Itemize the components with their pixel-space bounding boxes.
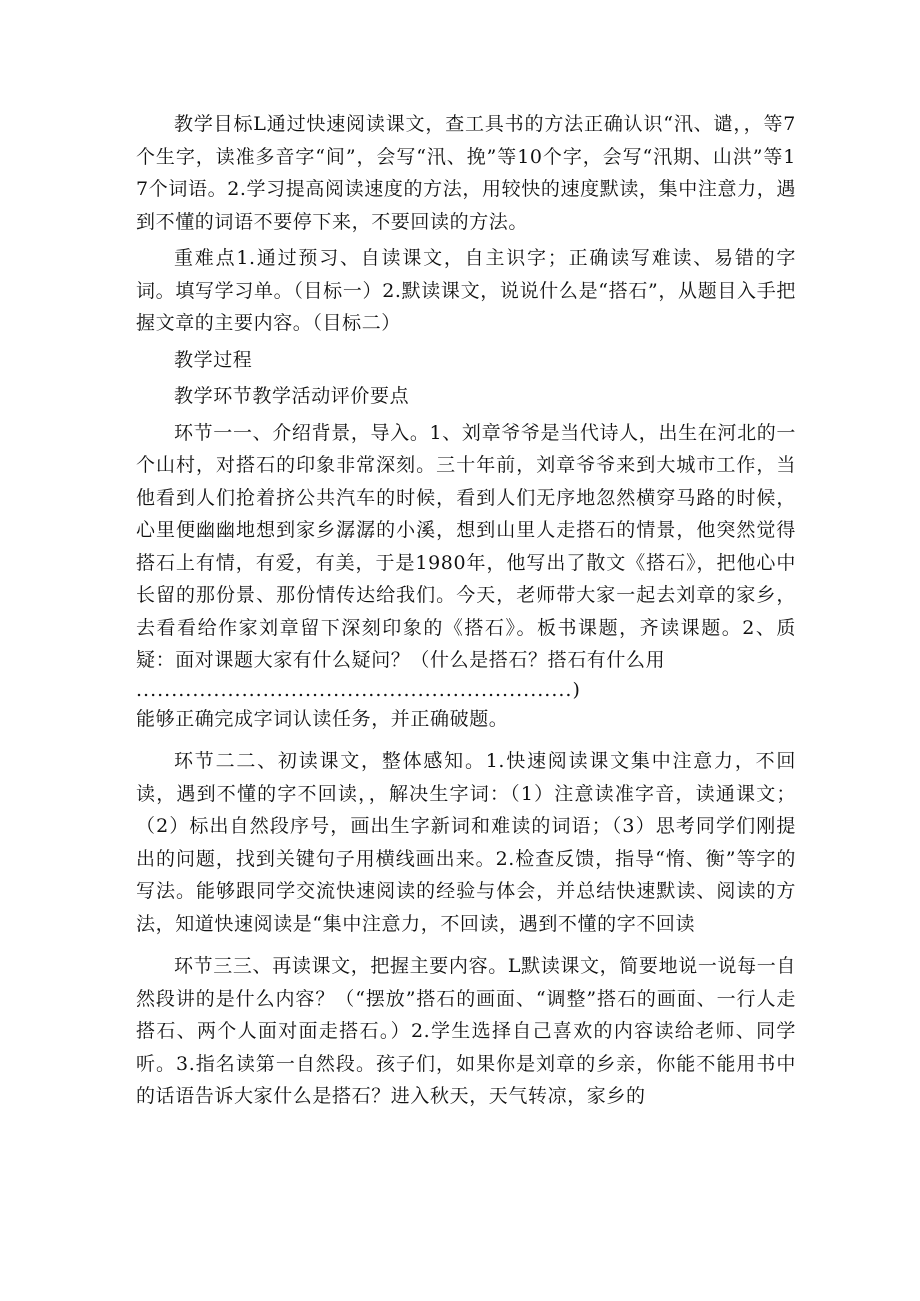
teaching-objectives-paragraph: 教学目标L通过快速阅读课文，查工具书的方法正确认识“汛、谴，，等7个生字，读准多音字“间”，会写“汛、挽”等10个字，会写“汛期、山洪”等17个词语。2.学习提高阅读速度的方法，用较快的速度默读，集中注意力，遇到不懂的词语不要停下来，不要回读的方法。 — [136, 113, 796, 233]
section-three-paragraph: 环节三三、再读课文，把握主要内容。L默读课文，简要地说一说每一自然段讲的是什么内容？（“摆放”搭石的画面、“调整”搭石的画面、一行人走搭石、两个人面对面走搭石。）2.学生选择自己喜欢的内容读给老师、同学听。3.指名读第一自然段。孩子们，如果你是刘章的乡亲，你能不能用书中的话语告诉大家什么是搭石？进入秋天，天气转凉，家乡的 — [136, 955, 796, 1107]
document-page — [136, 108, 796, 1113]
section-one-paragraph: 环节一一、介绍背景，导入。1、刘章爷爷是当代诗人，出生在河北的一个山村，对搭石的印象非常深刻。三十年前，刘章爷爷来到大城市工作，当他看到人们抢着挤公共汽车的时候，看到人们无序地忽然横穿马路的时候，心里便幽幽地想到家乡潺潺的小溪，想到山里人走搭石的情景，他突然觉得搭石上有情，有爱，有美，于是1980年，他写出了散文《搭石》，把他心中长留的那份景、那份情传达给我们。今天，老师带大家一起去刘章的家乡，去看看给作家刘章留下深刻印象的《搭石》。板书课题，齐读课题。2、质疑：面对课题大家有什么疑问？（什么是搭石？搭石有什么用 — [136, 421, 796, 671]
table-header-line: 教学环节教学活动评价要点 — [174, 385, 410, 407]
key-difficulties-paragraph: 重难点1.通过预习、自读课文，自主识字；正确读写难读、易错的字词。填写学习单。（目标一）2.默读课文，说说什么是“搭石”，从题目入手把握文章的主要内容。（目标二） — [136, 247, 796, 334]
teaching-process-heading: 教学过程 — [174, 348, 253, 371]
dotted-continuation: ..............................................................) — [136, 678, 581, 701]
section-two-paragraph: 环节二二、初读课文，整体感知。1.快速阅读课文集中注意力，不回读，遇到不懂的字不回读，，解决生字词：（1）注意读准字音，读通课文；（2）标出自然段序号，画出生字新词和难读的词语；（3）思考同学们刚提出的问题，找到关键句子用横线画出来。2.检查反馈，指导“惰、衡”等字的写法。能够跟同学交流快速阅读的经验与体会，并总结快速默读、阅读的方法，知道快速阅读是“集中注意力，不回读，遇到不懂的字不回读 — [136, 750, 796, 935]
section-one-evaluation: 能够正确完成字词认读任务，并正确破题。 — [136, 707, 509, 730]
